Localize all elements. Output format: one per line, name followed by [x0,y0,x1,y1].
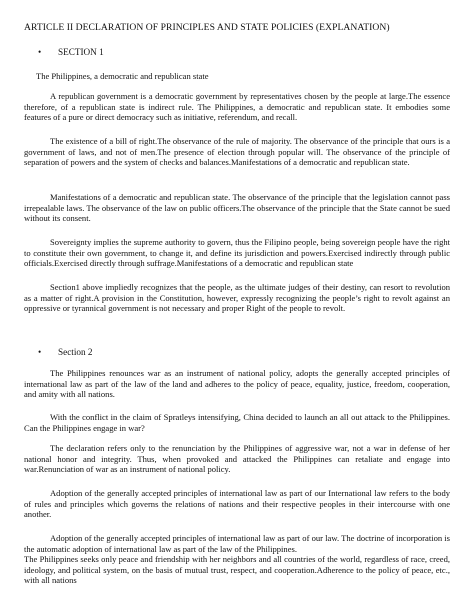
section1-heading: SECTION 1 [58,47,104,57]
section2-heading-line [38,347,92,357]
section1-subtitle: The Philippines, a democratic and republican state [36,71,209,81]
section2-paragraph-3: The declaration refers only to the renunciation by the Philippines of aggressive war, not a war in defense of her national honor and integrity. Thus, when provoked and attacked the Philippines can retaliate and engage into war.Renunciation of war as an instrument of national policy. [24,443,450,475]
section2-paragraph-5: Adoption of the generally accepted principles of international law as part of our law. The doctrine of incorporation is the automatic adoption of international law as part of the law of the Philippines. [24,533,450,554]
bullet-icon: • [38,47,42,57]
section1-paragraph-5: Section1 above impliedly recognizes that the people, as the ultimate judges of their destiny, can resort to revolution as a matter of right.A provision in the Constitution, however, expressly recognizing the people’s right to revolt against an oppressive or tyrannical government is not necessary and proper Right of the people to revolt. [24,282,450,314]
document-title: ARTICLE II DECLARATION OF PRINCIPLES AND STATE POLICIES (EXPLANATION) [24,22,390,33]
bullet-icon: • [38,347,42,357]
section2-closing-paragraph: The Philippines seeks only peace and friendship with her neighbors and all countries of the world, regardless of race, creed, ideology, and political system, on the basis of mutual trust, respect, and cooperation.Adherence to the policy of peace, etc., with all nations [24,554,450,586]
section1-paragraph-3: Manifestations of a democratic and republican state. The observance of the principle that the legislation cannot pass irrepealable laws. The observance of the law on public officers.The observance of the principle that the State cannot be sued without its consent. [24,192,450,224]
section2-heading: Section 2 [58,347,93,357]
section1-heading-line [38,47,104,57]
section1-paragraph-2: The existence of a bill of right.The observance of the rule of majority. The observance of the principle that ours is a government of laws, and not of men.The presence of election through popular will. The observance of the principle of separation of powers and the system of checks and balances.Manifestations of a democratic and republican state. [24,136,450,168]
section1-paragraph-4: Sovereignty implies the supreme authority to govern, thus the Filipino people, being sovereign people have the right to constitute their own government, to change it, and define its jurisdiction and powers.Exercised indirectly through public officials.Exercised directly through suffrage.Manifestations of a democratic and republican state [24,237,450,269]
section2-paragraph-2: With the conflict in the claim of Spratleys intensifying, China decided to launch an all out attack to the Philippines. Can the Philippines engage in war? [24,412,450,433]
section2-paragraph-4: Adoption of the generally accepted principles of international law as part of our International law refers to the body of rules and principles which governs the relations of nations and their respective peoples in their intercourse with one another. [24,488,450,520]
section1-paragraph-1: A republican government is a democratic government by representatives chosen by the people at large.The essence therefore, of a republican state is indirect rule. The Philippines, a democratic and republican state. It embodies some features of a pure or direct democracy such as initiative, referendum, and recall. [24,91,450,123]
section2-paragraph-1: The Philippines renounces war as an instrument of national policy, adopts the generally accepted principles of international law as part of the law of the land and adheres to the policy of peace, equality, justice, freedom, cooperation, and amity with all nations. [24,368,450,400]
